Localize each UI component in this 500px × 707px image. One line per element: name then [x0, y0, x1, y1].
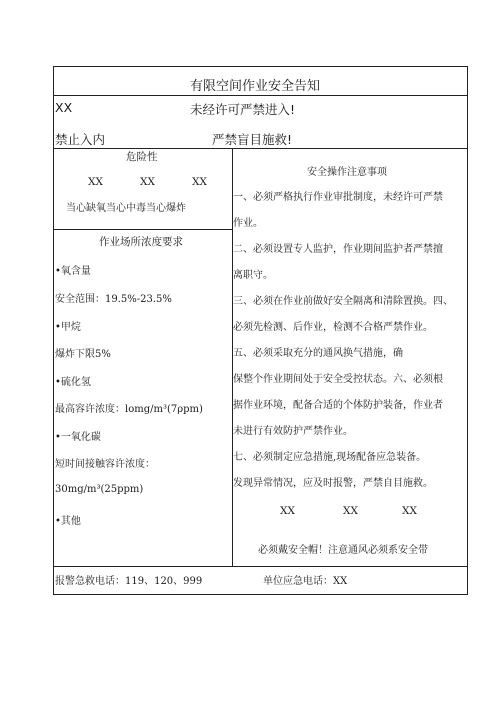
concentration-co-limit: 30mg/m³(25ppm) — [55, 484, 144, 495]
safety-mark-1: XX — [280, 505, 295, 517]
safety-line-3: 二、必须设置专人监护，作业期间监护者严禁擅 — [233, 244, 443, 255]
safety-line-10: 未进行有效防护严禁作业。 — [233, 426, 353, 437]
safety-line-6: 必须先检测、后作业，检测不合格严禁作业。 — [233, 322, 433, 333]
safety-line-2: 作业。 — [233, 218, 263, 229]
safety-line-9: 据作业环境，配备合适的个体防护装备，作业者 — [233, 400, 443, 411]
safety-line-12: 发现异常情况，应及时报警，严禁自目施救。 — [233, 478, 433, 489]
frame-divider-1 — [53, 95, 468, 96]
safety-mark-2: XX — [343, 505, 358, 517]
concentration-methane-limit: 爆炸下限5% — [55, 349, 111, 360]
safety-line-5: 三、必须在作业前做好安全隔离和清除置换。四、 — [233, 296, 453, 307]
concentration-co-label: 短时间接触容许浓度： — [55, 459, 155, 470]
frame-divider-footer — [53, 566, 468, 567]
notice-title: 有限空间作业安全告知 — [190, 79, 321, 94]
concentration-oxygen: •氧含量 — [55, 266, 91, 277]
safety-line-8: 保整个作业期间处于安全受控状态。六、必须根 — [233, 374, 443, 385]
concentration-co: •一氧化碳 — [55, 432, 101, 443]
header-code: XX — [55, 100, 73, 115]
safety-line-1: 一、必须严格执行作业审批制度，未经许可严禁 — [233, 192, 443, 203]
safety-footer-line: 必须戴安全帽！注意通风必须系安全带 — [258, 545, 428, 556]
concentration-oxygen-range: 安全范围：19.5%-23.5% — [55, 294, 172, 305]
safety-line-4: 离职守。 — [233, 270, 273, 281]
frame-right — [467, 66, 468, 595]
hazard-heading: 危险性 — [126, 151, 158, 163]
concentration-heading: 作业场所浓度要求 — [99, 236, 183, 248]
frame-bottom — [53, 594, 468, 595]
concentration-h2s: •硫化氢 — [55, 377, 91, 388]
frame-divider-2 — [53, 148, 468, 149]
footer-unit-phone: 单位应急电话：XX — [263, 576, 348, 587]
frame-top — [53, 66, 468, 67]
footer-alarm-phone: 报警急救电话：119、120、999 — [55, 576, 203, 587]
safety-heading: 安全操作注意事项 — [307, 167, 387, 178]
header-no-entry: 禁止入内 — [55, 132, 106, 147]
concentration-other: •其他 — [55, 516, 81, 527]
hazard-mark-2: XX — [140, 176, 155, 188]
concentration-methane: •甲烷 — [55, 322, 81, 333]
concentration-h2s-limit: 最高容许浓度：lomg/m³(7ρpm) — [55, 404, 203, 415]
safety-line-11: 七、必须制定应急措施,现场配备应急装备。 — [233, 452, 427, 463]
safety-mark-3: XX — [402, 505, 417, 517]
safety-line-7: 五、必须采取充分的通风换气措施，确 — [233, 348, 403, 359]
header-no-entry-warning: 未经许可严禁进入! — [190, 102, 296, 117]
hazard-mark-3: XX — [192, 176, 207, 188]
hazard-warning-line: 当心缺氧当心中毒当心爆炸 — [66, 203, 186, 214]
hazard-mark-1: XX — [88, 176, 103, 188]
frame-left-mid-divider — [53, 229, 233, 230]
frame-left — [53, 66, 54, 595]
header-no-blind-rescue: 严禁盲目施救! — [212, 132, 293, 147]
